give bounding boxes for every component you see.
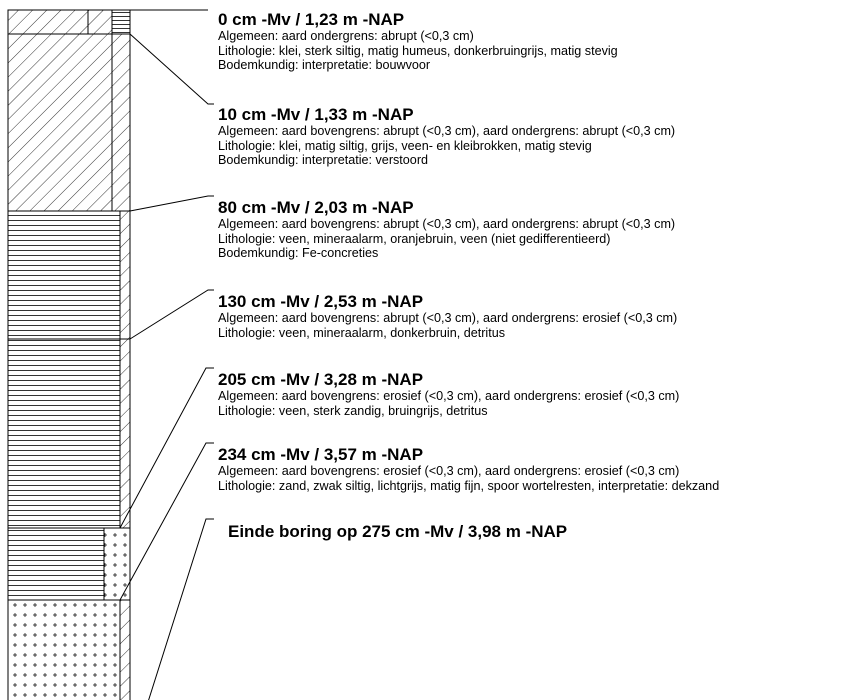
layer-line: Algemeen: aard ondergrens: abrupt (<0,3 cm) [218, 29, 474, 43]
layer-line: Lithologie: klei, sterk siltig, matig humeus, donkerbruingrijs, matig stevig [218, 43, 618, 58]
column-layer-4 [8, 528, 130, 600]
layer-entry-1 [218, 105, 675, 168]
connector-lines [120, 10, 214, 700]
layer-heading: 130 cm -Mv / 2,53 m -NAP [218, 292, 424, 311]
layer-heading: 10 cm -Mv / 1,33 m -NAP [218, 105, 414, 124]
column-layer-2 [8, 211, 130, 339]
connector-layer-1 [130, 34, 214, 104]
layer-line: Lithologie: veen, mineraalarm, oranjebruin, veen (niet gedifferentieerd) [218, 231, 611, 246]
layer-line: Lithologie: veen, mineraalarm, donkerbruin, detritus [218, 325, 506, 340]
layer-line: Lithologie: zand, zwak siltig, lichtgrijs, matig fijn, spoor wortelresten, interpretatie: dekzand [218, 478, 720, 493]
layer-heading: 0 cm -Mv / 1,23 m -NAP [218, 10, 405, 29]
layer-line: Lithologie: veen, sterk zandig, bruingrijs, detritus [218, 403, 488, 418]
layer-line: Bodemkundig: interpretatie: bouwvoor [218, 58, 431, 72]
layer-line: Algemeen: aard bovengrens: abrupt (<0,3 cm), aard ondergrens: abrupt (<0,3 cm) [218, 217, 676, 231]
layer-heading: 205 cm -Mv / 3,28 m -NAP [218, 370, 424, 389]
layer-heading: 80 cm -Mv / 2,03 m -NAP [218, 198, 414, 217]
column-layer-3 [8, 339, 130, 528]
connector-end [148, 519, 214, 700]
layer-line: Algemeen: aard bovengrens: abrupt (<0,3 cm), aard ondergrens: abrupt (<0,3 cm) [218, 124, 676, 138]
end-of-boring-label: Einde boring op 275 cm -Mv / 3,98 m -NAP [228, 522, 568, 541]
layer-line: Algemeen: aard bovengrens: erosief (<0,3 cm), aard ondergrens: erosief (<0,3 cm) [218, 464, 680, 478]
layer-line: Algemeen: aard bovengrens: abrupt (<0,3 cm), aard ondergrens: erosief (<0,3 cm) [218, 311, 678, 325]
boring-column [8, 10, 130, 700]
column-layer-1 [8, 34, 130, 211]
layer-line: Bodemkundig: interpretatie: verstoord [218, 153, 429, 167]
column-layer-5 [8, 600, 130, 700]
connector-layer-2 [130, 196, 214, 211]
layer-entry-5 [218, 445, 719, 493]
connector-layer-5 [120, 443, 214, 600]
column-layer-0 [8, 10, 130, 34]
layer-entry-4 [218, 370, 679, 418]
layer-heading: 234 cm -Mv / 3,57 m -NAP [218, 445, 424, 464]
layer-entry-0 [218, 10, 618, 73]
layer-line: Algemeen: aard bovengrens: erosief (<0,3 cm), aard ondergrens: erosief (<0,3 cm) [218, 389, 680, 403]
layer-line: Lithologie: klei, matig siltig, grijs, veen- en kleibrokken, matig stevig [218, 138, 592, 153]
connector-layer-3 [130, 290, 214, 339]
layer-line: Bodemkundig: Fe-concreties [218, 246, 379, 260]
layer-entry-3 [218, 292, 677, 340]
connector-layer-4 [120, 368, 214, 528]
layer-entry-2 [218, 198, 675, 261]
